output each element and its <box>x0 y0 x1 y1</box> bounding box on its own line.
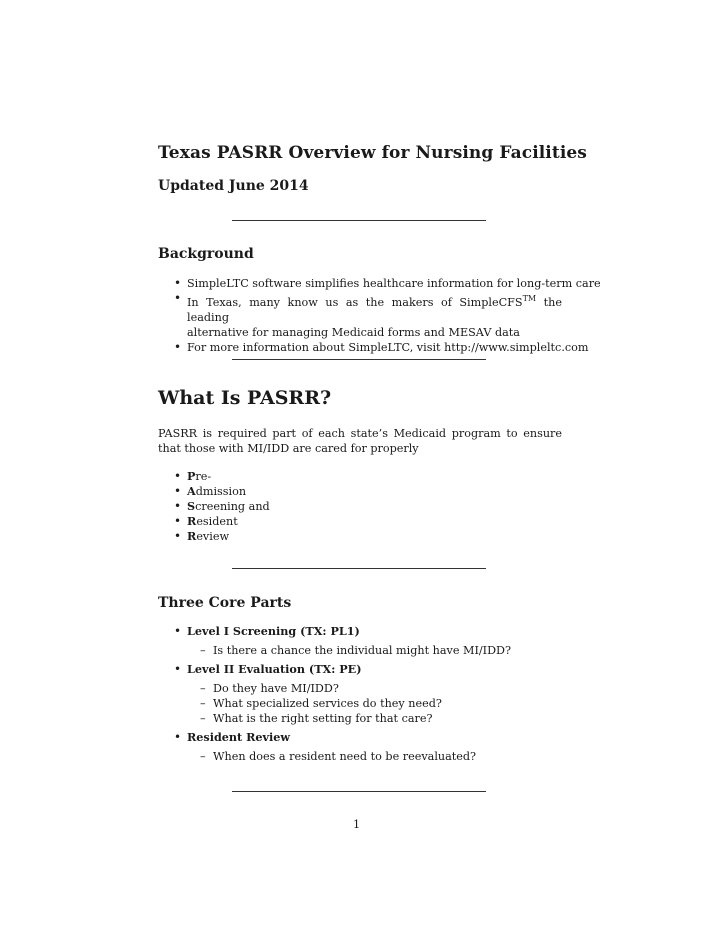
divider <box>232 791 486 792</box>
section-heading-what-is-pasrr: What Is PASRR? <box>158 387 332 409</box>
core-part-sub-item: – What is the right setting for that care? <box>213 711 511 726</box>
trademark-mark: TM <box>522 294 537 303</box>
core-part-sub-item: – When does a resident need to be reevaluated? <box>213 749 511 764</box>
acronym-rest: eview <box>196 530 230 543</box>
list-item-text: For more information about SimpleLTC, visit http://www.simpleltc.com <box>187 341 589 354</box>
acronym-letter: S <box>187 499 196 513</box>
core-part-label: Level I Screening (TX: PL1) <box>187 624 360 638</box>
acronym-letter: R <box>187 529 197 543</box>
core-part-item <box>187 730 511 764</box>
acronym-item <box>187 514 270 529</box>
divider <box>232 568 486 569</box>
acronym-item <box>187 499 270 514</box>
acronym-rest: esident <box>196 515 238 528</box>
acronym-list <box>187 469 270 544</box>
page-title: Texas PASRR Overview for Nursing Facilities <box>158 143 587 163</box>
core-part-label: Level II Evaluation (TX: PE) <box>187 662 362 676</box>
page-subtitle: Updated June 2014 <box>158 178 309 194</box>
pasrr-description: PASRR is required part of each state’s Medicaid program to ensure that those with MI/IDD are cared for properly <box>158 427 562 455</box>
acronym-item <box>187 484 270 499</box>
acronym-letter: R <box>187 514 197 528</box>
core-parts-list <box>187 624 511 764</box>
core-part-label: Resident Review <box>187 730 291 744</box>
core-part-sub-item: – Is there a chance the individual might have MI/IDD? <box>213 643 511 658</box>
acronym-letter: A <box>187 484 196 498</box>
core-part-item <box>187 624 511 658</box>
list-item <box>187 340 601 355</box>
list-item-text: SimpleLTC software simplifies healthcare information for long-term care <box>187 277 601 290</box>
list-item <box>187 291 562 340</box>
page-number: 1 <box>353 818 361 831</box>
divider <box>232 359 486 360</box>
core-part-sub-item: – What specialized services do they need? <box>213 696 511 711</box>
core-part-item <box>187 662 511 726</box>
acronym-item <box>187 469 270 484</box>
list-item-text: alternative for managing Medicaid forms and MESAV data <box>187 326 520 339</box>
list-item-text: the leading <box>187 296 562 324</box>
acronym-rest: dmission <box>195 485 247 498</box>
background-list <box>187 276 601 355</box>
core-part-sub-item: – Do they have MI/IDD? <box>213 681 511 696</box>
acronym-item <box>187 529 270 544</box>
list-item-text: In Texas, many know us as the makers of SimpleCFS <box>187 296 523 309</box>
acronym-letter: P <box>187 469 196 483</box>
list-item <box>187 276 601 291</box>
section-heading-core-parts: Three Core Parts <box>158 595 292 611</box>
acronym-rest: creening and <box>195 500 270 513</box>
acronym-rest: re- <box>195 470 212 483</box>
divider <box>232 220 486 221</box>
section-heading-background: Background <box>158 246 254 262</box>
